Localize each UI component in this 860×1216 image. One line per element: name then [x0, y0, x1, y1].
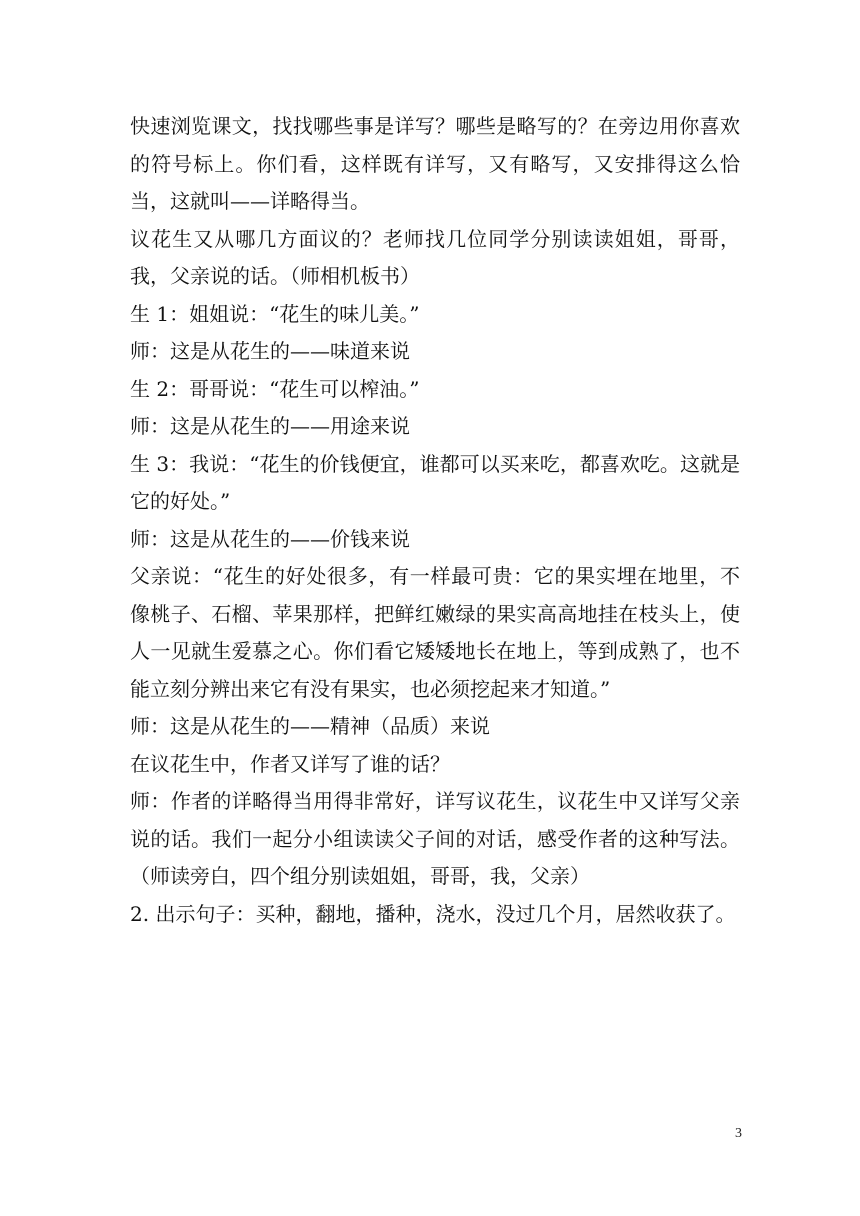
paragraph-teacher-price: 师：这是从花生的——价钱来说: [130, 526, 410, 551]
document-body: [130, 108, 740, 933]
paragraph-student-3: 生 3：我说：“花生的价钱便宜，谁都可以买来吃，都喜欢吃。这就是它的好处。”: [130, 451, 740, 513]
paragraph-discuss-peanut-question: 议花生又从哪几方面议的？老师找几位同学分别读读姐姐，哥哥，我，父亲说的话。（师相机板书）: [130, 226, 740, 288]
paragraph-father-says: 父亲说：“花生的好处很多，有一样最可贵：它的果实埋在地里，不像桃子、石榴、苹果那样，把鲜红嫩绿的果实高高地挂在枝头上，使人一见就生爱慕之心。你们看它矮矮地长在地上，等到成熟了，也不能立刻分辨出来它有没有果实，也必须挖起来才知道。”: [130, 564, 740, 701]
paragraph-teacher-use: 师：这是从花生的——用途来说: [130, 414, 410, 438]
paragraph-teacher-taste: 师：这是从花生的——味道来说: [130, 339, 410, 363]
paragraph-teacher-spirit: 师：这是从花生的——精神（品质）来说: [130, 714, 490, 738]
page-number: 3: [735, 1126, 742, 1141]
paragraph-question-whose-words: 在议花生中，作者又详写了谁的话？: [130, 751, 450, 776]
paragraph-teacher-summary: 师：作者的详略得当用得非常好，详写议花生，议花生中又详写父亲说的话。我们一起分小组读读父子间的对话，感受作者的这种写法。（师读旁白，四个组分别读姐姐，哥哥，我，父亲）: [130, 789, 740, 888]
paragraph-skim-text: 快速浏览课文，找找哪些事是详写？哪些是略写的？在旁边用你喜欢的符号标上。你们看，这样既有详写，又有略写，又安排得这么恰当，这就叫——详略得当。: [130, 114, 740, 213]
paragraph-student-1: 生 1：姐姐说：“花生的味儿美。”: [130, 301, 420, 326]
paragraph-student-2: 生 2：哥哥说：“花生可以榨油。”: [130, 376, 420, 401]
paragraph-show-sentence: 2. 出示句子：买种，翻地，播种，浇水，没过几个月，居然收获了。: [130, 901, 736, 926]
